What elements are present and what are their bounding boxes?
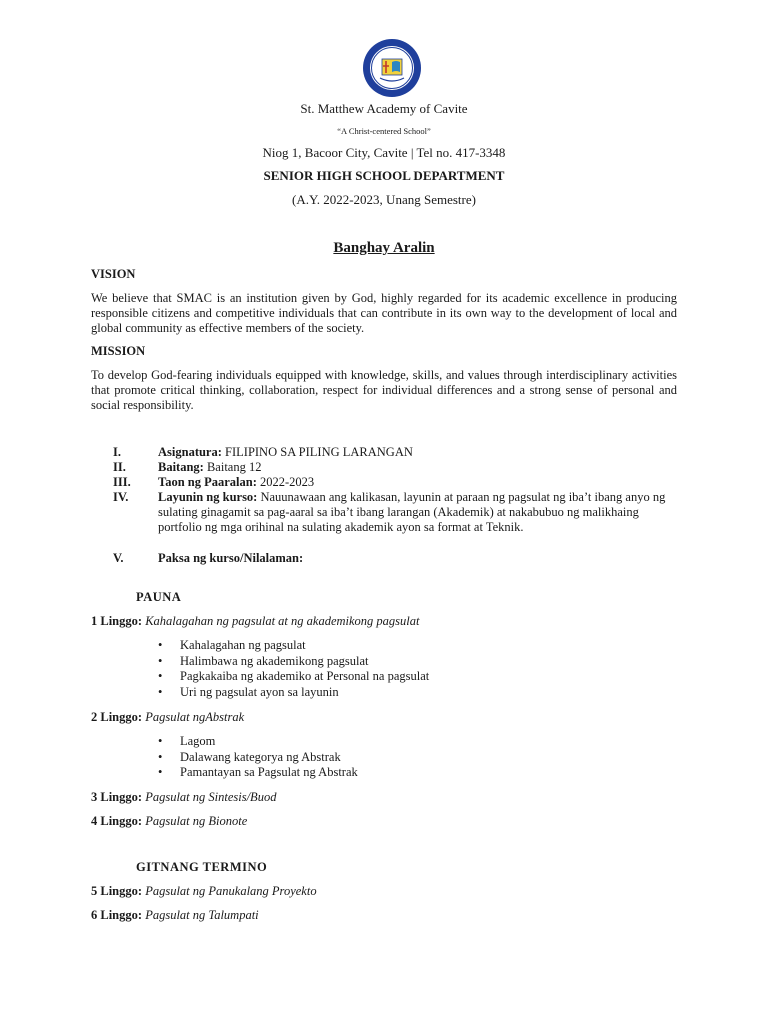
outline-number: II. — [113, 460, 126, 474]
week-topic: Pagsulat ng Bionote — [145, 814, 248, 828]
week-entry — [91, 884, 317, 899]
week-topic: Pagsulat ng Sintesis/Buod — [145, 790, 277, 804]
list-item: • Uri ng pagsulat ayon sa layunin — [158, 685, 429, 701]
list-item: • Pamantayan sa Pagsulat ng Abstrak — [158, 765, 358, 781]
week-label: 3 Linggo: — [91, 790, 143, 804]
week-entry — [91, 908, 259, 923]
term-heading: GITNANG TERMINO — [136, 860, 268, 874]
outline-value: Baitang 12 — [206, 460, 262, 474]
outline-label: Taon ng Paaralan: — [158, 475, 257, 489]
outline-label: Asignatura: — [158, 445, 222, 459]
document-title: Banghay Aralin — [333, 240, 435, 256]
subtopic-list — [158, 734, 358, 781]
list-item: • Kahalagahan ng pagsulat — [158, 638, 429, 654]
week-topic: Pagsulat ng Panukalang Proyekto — [145, 884, 317, 898]
week-label: 1 Linggo: — [91, 614, 143, 628]
school-seal-icon — [362, 38, 422, 98]
subtopic-list — [158, 638, 429, 701]
week-label: 4 Linggo: — [91, 814, 143, 828]
outline-label: Layunin ng kurso: — [158, 490, 258, 504]
outline-number: I. — [113, 445, 121, 459]
mission-text: To develop God-fearing individuals equipped with knowledge, skills, and values through interdisciplinary activities that promote critical thinking, collaboration, respect for individual differences and a strong sense of personal and social responsibility. — [91, 368, 677, 412]
school-motto: “A Christ-centered School” — [337, 126, 431, 136]
vision-heading: VISION — [91, 267, 136, 281]
school-name: St. Matthew Academy of Cavite — [300, 101, 468, 116]
department-name: SENIOR HIGH SCHOOL DEPARTMENT — [263, 168, 505, 183]
mission-heading: MISSION — [91, 344, 146, 358]
list-item: • Dalawang kategorya ng Abstrak — [158, 750, 358, 766]
outline-number: III. — [113, 475, 131, 489]
academic-year: (A.Y. 2022-2023, Unang Semestre) — [292, 192, 476, 207]
week-topic: Pagsulat ng Talumpati — [145, 908, 259, 922]
list-item: • Halimbawa ng akademikong pagsulat — [158, 654, 429, 670]
outline-number: IV. — [113, 490, 129, 504]
week-label: 2 Linggo: — [91, 710, 143, 724]
list-item: • Pagkakaiba ng akademiko at Personal na pagsulat — [158, 669, 429, 685]
list-item: • Lagom — [158, 734, 358, 750]
school-address: Niog 1, Bacoor City, Cavite | Tel no. 417-3348 — [262, 145, 506, 160]
week-topic: Kahalagahan ng pagsulat at ng akademikong pagsulat — [145, 614, 420, 628]
outline-value: FILIPINO SA PILING LARANGAN — [225, 445, 413, 459]
term-heading: PAUNA — [136, 590, 182, 604]
outline-label: Baitang: — [158, 460, 204, 474]
outline-label: Paksa ng kurso/Nilalaman: — [158, 551, 304, 565]
outline-value: Nauunawaan ang kalikasan, layunin at paraan ng pagsulat ng iba’t ibang anyo ng sulating ginagamit sa pag-aaral sa iba’t ibang larangan (Akademik) at nakabubuo ng malikhaing portfolio ng mga orihinal na sulating akademik ayon sa format at Teknik. — [158, 490, 666, 534]
outline-value: 2022-2023 — [260, 475, 315, 489]
week-label: 5 Linggo: — [91, 884, 143, 898]
week-entry — [91, 790, 276, 805]
week-entry — [91, 710, 244, 725]
vision-text: We believe that SMAC is an institution given by God, highly regarded for its academic excellence in producing responsible citizens and competitive individuals that can contribute in its own way to the development of local and global community as effective members of the society. — [91, 291, 677, 335]
week-entry — [91, 814, 247, 829]
week-label: 6 Linggo: — [91, 908, 143, 922]
week-entry — [91, 614, 420, 629]
outline-number: V. — [113, 551, 124, 565]
week-topic: Pagsulat ngAbstrak — [145, 710, 245, 724]
